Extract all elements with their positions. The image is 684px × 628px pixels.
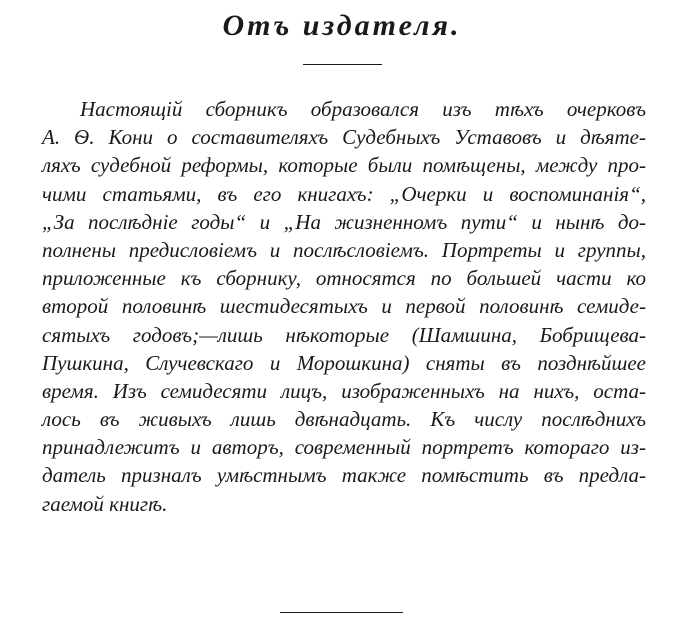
paragraph-line: ляхъ судебной реформы, которые были помѣщены, между про- bbox=[42, 153, 646, 178]
paragraph-line: Пушкина, Случевскаго и Морошкина) сняты въ позднѣйшее bbox=[42, 350, 646, 375]
publisher-note-paragraph bbox=[42, 95, 646, 518]
paragraph-line: второй половинѣ шестидесятыхъ и первой половинѣ семиде- bbox=[42, 294, 646, 319]
paragraph-line: лось въ живыхъ лишь двѣнадцать. Къ числу послѣднихъ bbox=[42, 407, 646, 432]
paragraph-line: полнены предисловіемъ и послѣсловіемъ. Портреты и группы, bbox=[42, 237, 646, 262]
paragraph-line: время. Изъ семидесяти лицъ, изображенныхъ на нихъ, оста- bbox=[42, 378, 646, 403]
paragraph-line: приложенные къ сборнику, относятся по большей части ко bbox=[42, 266, 646, 291]
paragraph-line: сятыхъ годовъ;—лишь нѣкоторые (Шамшина, Бобрищева- bbox=[42, 322, 646, 347]
paragraph-line: А. Ѳ. Кони о составителяхъ Судебныхъ Уставовъ и дѣяте- bbox=[42, 125, 646, 150]
paragraph-line: „За послѣдніе годы“ и „На жизненномъ пути“ и нынѣ до- bbox=[42, 209, 646, 234]
paragraph-line: датель призналъ умѣстнымъ также помѣстить въ предла- bbox=[42, 463, 646, 488]
title-divider bbox=[303, 64, 382, 65]
paragraph-line: принадлежитъ и авторъ, современный портретъ котораго из- bbox=[42, 435, 646, 460]
page-title: Отъ издателя. bbox=[222, 9, 462, 42]
paragraph-line: гаемой книгѣ. bbox=[42, 491, 168, 516]
footer-divider bbox=[280, 612, 403, 613]
paragraph-line: Настоящій сборникъ образовался изъ тѣхъ очерковъ bbox=[80, 97, 646, 121]
paragraph-line: чими статьями, въ его книгахъ: „Очерки и воспоминанія“, bbox=[42, 181, 646, 206]
